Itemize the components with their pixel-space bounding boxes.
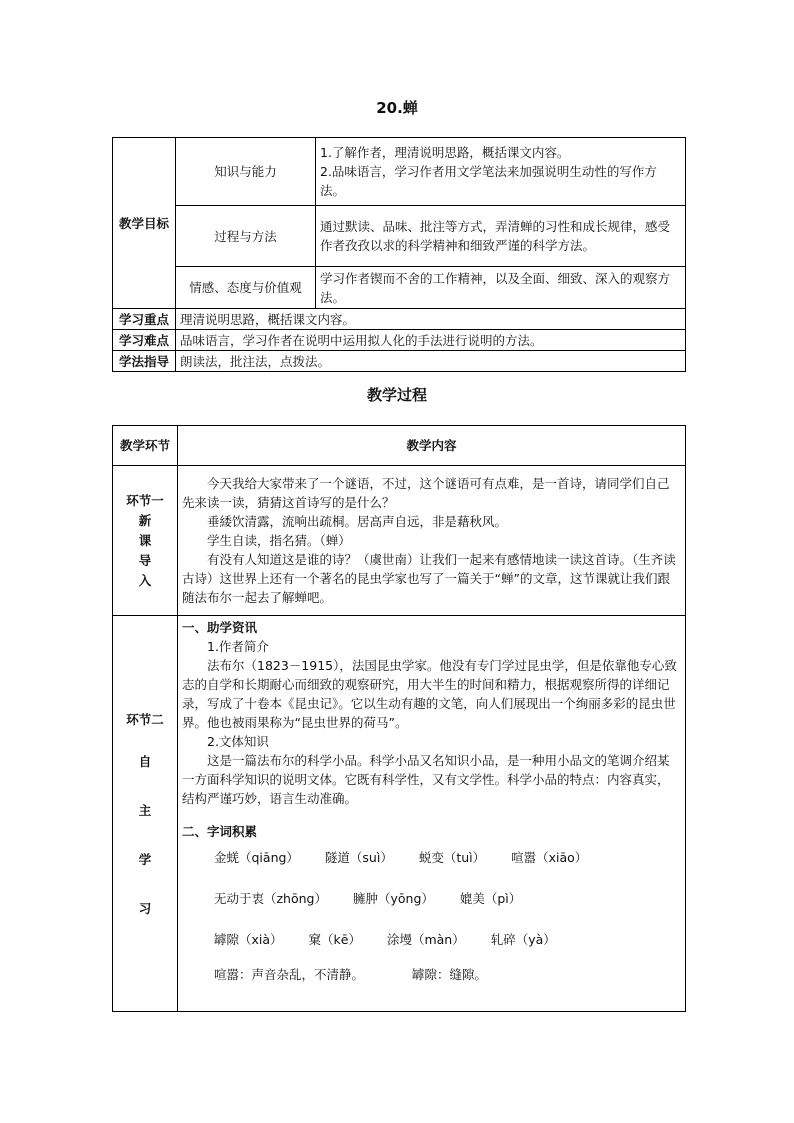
goal-text-process: 通过默读、品味、批注等方式，弄清蝉的习性和成长规律，感受作者孜孜以求的科学精神和细致严谨的科学方法。 [316, 206, 686, 267]
section1-content [178, 466, 686, 616]
section1-para: 今天我给大家带来了一个谜语，不过，这个谜语可有点难，是一首诗，请同学们自己先来读一读，猜猜这首诗写的是什么？ [182, 476, 670, 510]
section1-label-top: 环节一 [126, 492, 164, 508]
teaching-process-table [112, 425, 686, 1012]
section1-para: 垂緌饮清露，流响出疏桐。居高声自远，非是藉秋风。 [207, 514, 508, 529]
col-header-stage: 教学环节 [113, 426, 178, 466]
method-label: 学法指导 [113, 351, 176, 372]
difficulty-row [113, 330, 686, 351]
goal-line: 1.了解作者，理清说明思路，概括课文内容。 [320, 145, 570, 160]
section2-label-top: 环节二 [126, 711, 164, 727]
page-title: 20.蝉 [376, 99, 418, 117]
section1-label-char: 课 [138, 532, 152, 548]
key-point-text: 理清说明思路，概括课文内容。 [176, 309, 686, 330]
process-header-row [113, 426, 686, 466]
goal-text-knowledge [316, 138, 686, 206]
goal-label-process: 过程与方法 [176, 206, 316, 267]
goal-row-process [113, 206, 686, 267]
definition-item: 喧嚣：声音杂乱，不清静。 [214, 967, 365, 982]
definition-item: 罅隙：缝隙。 [412, 967, 488, 982]
teaching-goals-table [112, 137, 686, 372]
vocab-item: 轧碎（yà） [490, 932, 556, 947]
section2-heading-info: 一、助学资讯 [182, 620, 258, 635]
teaching-goals-header: 教学目标 [113, 138, 176, 309]
section2-label [113, 616, 178, 1012]
definitions-row [182, 964, 681, 986]
vocab-item: 涂墁（màn） [386, 932, 465, 947]
vocab-row [182, 882, 681, 923]
section1-label [113, 466, 178, 616]
goal-label-emotion: 情感、态度与价值观 [176, 267, 316, 309]
vocab-row [182, 841, 681, 882]
goal-row-knowledge [113, 138, 686, 206]
section2-para-genre: 这是一篇法布尔的科学小品。科学小品又名知识小品，是一种用小品文的笔调介绍某一方面科学知识的说明文体。它既有科学性，又有文学性。科学小品的特点：内容真实，结构严谨巧妙，语言生动准确。 [182, 753, 670, 806]
vocab-item: 蜕变（tuì） [418, 850, 486, 865]
section2-label-char: 主 [138, 802, 152, 818]
process-title: 教学过程 [366, 386, 427, 404]
goal-text-emotion: 学习作者锲而不舍的工作精神，以及全面、细致、深入的观察方法。 [316, 267, 686, 309]
section2-label-char: 自 [138, 753, 152, 769]
key-point-label: 学习重点 [113, 309, 176, 330]
vocab-item: 罅隙（xià） [214, 932, 283, 947]
vocab-item: 媲美（pì） [459, 891, 522, 906]
section2-label-char: 习 [138, 900, 152, 916]
col-header-content: 教学内容 [178, 426, 686, 466]
section1-para: 学生自读，指名猜。（蝉） [207, 533, 351, 548]
goal-label-knowledge: 知识与能力 [176, 138, 316, 206]
section1-label-char: 新 [138, 512, 152, 528]
difficulty-label: 学习难点 [113, 330, 176, 351]
vocab-item: 窠（kē） [308, 932, 361, 947]
section2-label-char: 学 [138, 851, 152, 867]
vocab-item: 隧道（suì） [324, 850, 393, 865]
method-text: 朗读法，批注法，点拨法。 [176, 351, 686, 372]
section2-sub-genre: 2.文体知识 [207, 734, 269, 749]
vocab-item: 臃肿（yōng） [352, 891, 434, 906]
method-row [113, 351, 686, 372]
key-point-row [113, 309, 686, 330]
vocab-item: 喧嚣（xiāo） [511, 850, 588, 865]
vocab-item: 金蜣（qiāng） [214, 850, 299, 865]
section1-para: 有没有人知道这是谁的诗？（虞世南）让我们一起来有感情地读一读这首诗。（生齐读古诗）这世界上还有一个著名的昆虫学家也写了一篇关于“蝉”的文章，这节课就让我们跟随法布尔一起去了解蝉吧。 [182, 552, 676, 605]
section2-row [113, 616, 686, 1012]
section1-label-char: 导 [138, 552, 152, 568]
section2-heading-vocab: 二、字词积累 [182, 824, 258, 839]
goal-row-emotion [113, 267, 686, 309]
section2-content [178, 616, 686, 1012]
section1-label-char: 入 [138, 572, 152, 588]
vocab-item: 无动于衷（zhōng） [214, 891, 327, 906]
section1-row [113, 466, 686, 616]
section2-para-author: 法布尔（1823－1915），法国昆虫学家。他没有专门学过昆虫学，但是依靠他专心致志的自学和长期耐心而细致的观察研究，用大半生的时间和精力，根据观察所得的详细记录，写成了十卷本《昆虫记》。它以生动有趣的文笔，向人们展现出一个绚丽多彩的昆虫世界。他也被雨果称为“昆虫世界的荷马”。 [182, 658, 677, 730]
difficulty-text: 品味语言，学习作者在说明中运用拟人化的手法进行说明的方法。 [176, 330, 686, 351]
goal-line: 2.品味语言，学习作者用文学笔法来加强说明生动性的写作方法。 [320, 164, 657, 198]
vocab-row [182, 923, 681, 964]
section2-sub-author: 1.作者简介 [207, 639, 269, 654]
